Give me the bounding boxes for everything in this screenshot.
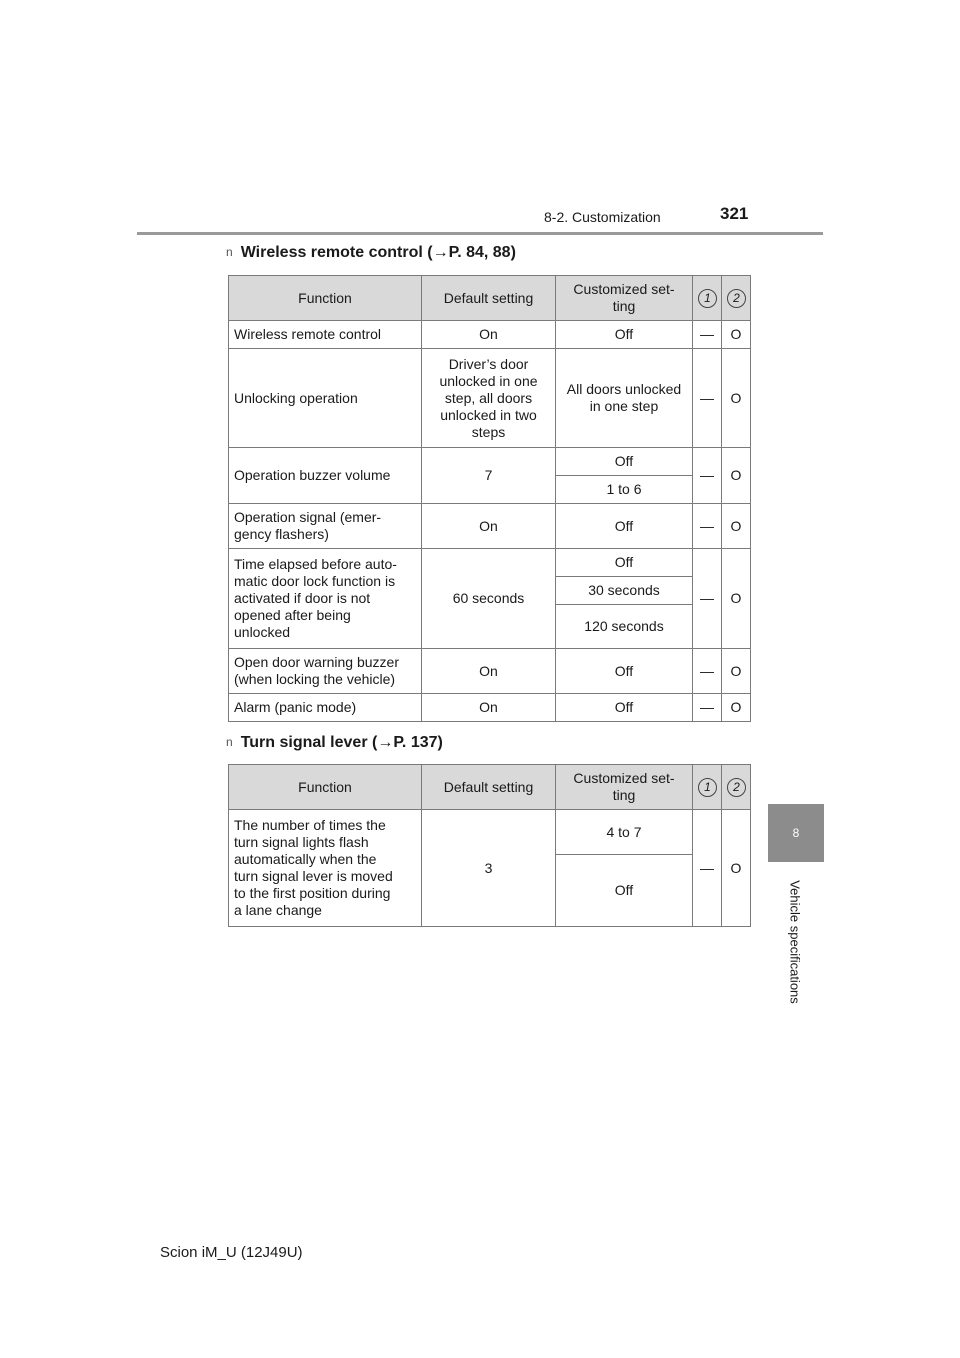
- column-1-mark: —: [693, 321, 722, 349]
- column-1-mark: —: [693, 694, 722, 722]
- chapter-label-text: Vehicle specifications: [787, 880, 803, 1004]
- column-header-customized: Customized set- ting: [556, 276, 693, 321]
- bullet-icon: n: [226, 245, 233, 259]
- column-header-default: Default setting: [422, 276, 556, 321]
- customized-setting-cell: Off: [556, 549, 693, 577]
- chapter-label: [780, 872, 810, 1012]
- column-2-mark: O: [722, 504, 751, 549]
- table-header-row: [229, 276, 751, 321]
- column-2-mark: O: [722, 349, 751, 448]
- table-row: [229, 504, 751, 549]
- column-header-function: Function: [229, 765, 422, 810]
- customized-setting-cell: 30 seconds: [556, 577, 693, 605]
- customized-setting-cell: 4 to 7: [556, 810, 693, 855]
- column-1-mark: —: [693, 549, 722, 649]
- column-1-mark: —: [693, 349, 722, 448]
- circled-number-1-icon: 1: [698, 778, 717, 797]
- default-setting-cell: Driver’s door unlocked in one step, all doors unlocked in two steps: [422, 349, 556, 448]
- column-1-mark: —: [693, 649, 722, 694]
- default-setting-cell: 7: [422, 448, 556, 504]
- section-heading-wireless-remote: [226, 244, 516, 262]
- customized-setting-cell: Off: [556, 504, 693, 549]
- table-row: [229, 349, 751, 448]
- default-setting-cell: On: [422, 504, 556, 549]
- table-row: [229, 694, 751, 722]
- chapter-number: 8: [792, 826, 800, 840]
- column-2-mark: O: [722, 321, 751, 349]
- default-setting-cell: On: [422, 649, 556, 694]
- function-cell: The number of times the turn signal lights flash automatically when the turn signal lever is moved to the first position during a lane change: [229, 810, 422, 927]
- function-cell: Alarm (panic mode): [229, 694, 422, 722]
- customized-setting-cell: Off: [556, 694, 693, 722]
- function-cell: Open door warning buzzer (when locking the vehicle): [229, 649, 422, 694]
- table-row: [229, 810, 751, 855]
- header-divider: [137, 232, 823, 235]
- column-header-function: Function: [229, 276, 422, 321]
- default-setting-cell: 60 seconds: [422, 549, 556, 649]
- table-row: [229, 549, 751, 577]
- column-header-default: Default setting: [422, 765, 556, 810]
- circled-number-1-icon: 1: [698, 289, 717, 308]
- circled-number-2-icon: 2: [727, 778, 746, 797]
- table-row: [229, 448, 751, 476]
- column-1-mark: —: [693, 810, 722, 927]
- default-setting-cell: 3: [422, 810, 556, 927]
- customized-setting-cell: Off: [556, 649, 693, 694]
- chapter-tab: [768, 804, 824, 862]
- column-header-1: [693, 765, 722, 810]
- function-cell: Operation buzzer volume: [229, 448, 422, 504]
- function-cell: Unlocking operation: [229, 349, 422, 448]
- customized-setting-cell: Off: [556, 855, 693, 927]
- page-number: 321: [720, 204, 749, 223]
- column-2-mark: O: [722, 694, 751, 722]
- customized-setting-cell: Off: [556, 321, 693, 349]
- column-2-mark: O: [722, 448, 751, 504]
- column-1-mark: —: [693, 504, 722, 549]
- customized-setting-cell: Off: [556, 448, 693, 476]
- section-heading-turn-signal: [226, 734, 443, 752]
- footer-model: Scion iM_U (12J49U): [160, 1244, 303, 1261]
- column-2-mark: O: [722, 649, 751, 694]
- wireless-remote-table: [228, 275, 751, 722]
- customized-setting-cell: All doors unlocked in one step: [556, 349, 693, 448]
- turn-signal-table: [228, 764, 751, 927]
- default-setting-cell: On: [422, 321, 556, 349]
- table-header-row: [229, 765, 751, 810]
- default-setting-cell: On: [422, 694, 556, 722]
- column-2-mark: O: [722, 549, 751, 649]
- section-heading-text: Turn signal lever (→P. 137): [240, 734, 443, 751]
- circled-number-2-icon: 2: [727, 289, 746, 308]
- function-cell: Time elapsed before auto- matic door lock function is activated if door is not opened after being unlocked: [229, 549, 422, 649]
- column-header-customized: Customized set- ting: [556, 765, 693, 810]
- bullet-icon: n: [226, 735, 233, 749]
- function-cell: Wireless remote control: [229, 321, 422, 349]
- column-header-2: [722, 276, 751, 321]
- table-row: [229, 649, 751, 694]
- customized-setting-cell: 1 to 6: [556, 476, 693, 504]
- function-cell: Operation signal (emer- gency flashers): [229, 504, 422, 549]
- section-title: 8-2. Customization: [544, 209, 661, 225]
- column-header-2: [722, 765, 751, 810]
- column-2-mark: O: [722, 810, 751, 927]
- column-header-1: [693, 276, 722, 321]
- section-heading-text: Wireless remote control (→P. 84, 88): [240, 244, 516, 261]
- customized-setting-cell: 120 seconds: [556, 605, 693, 649]
- column-1-mark: —: [693, 448, 722, 504]
- table-row: [229, 321, 751, 349]
